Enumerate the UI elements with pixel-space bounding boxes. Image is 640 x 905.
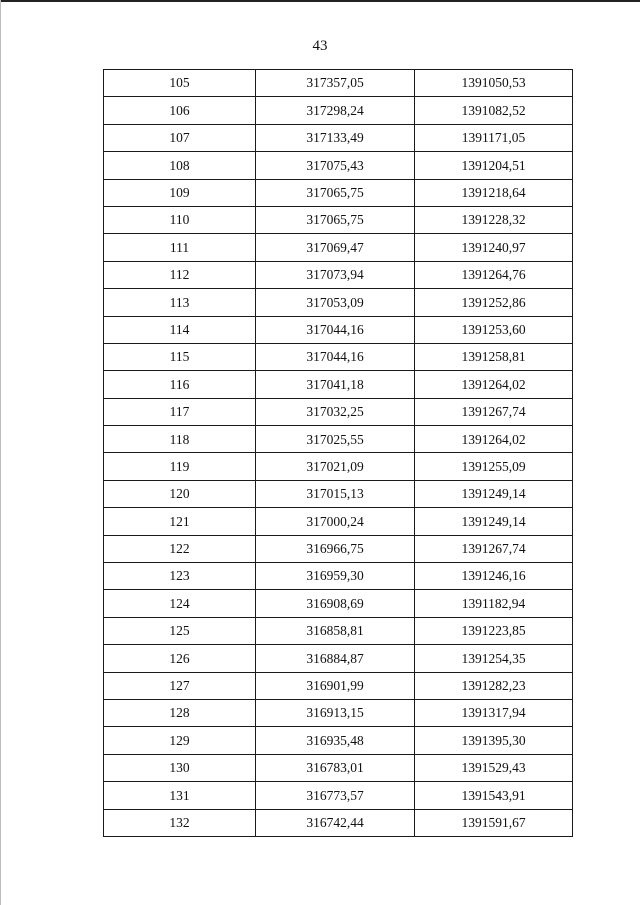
point-number-cell: 130 [104, 754, 256, 781]
y-coordinate-cell: 1391264,76 [415, 261, 573, 288]
y-coordinate-cell: 1391254,35 [415, 645, 573, 672]
point-number-cell: 105 [104, 70, 256, 97]
point-number-cell: 117 [104, 398, 256, 425]
y-coordinate-cell: 1391218,64 [415, 179, 573, 206]
table-row [104, 398, 573, 425]
y-coordinate-cell: 1391282,23 [415, 672, 573, 699]
point-number-cell: 113 [104, 289, 256, 316]
y-coordinate-cell: 1391395,30 [415, 727, 573, 754]
coordinates-table [103, 69, 573, 837]
table-row [104, 179, 573, 206]
scan-edge-top [0, 0, 640, 2]
x-coordinate-cell: 317025,55 [256, 426, 415, 453]
point-number-cell: 125 [104, 617, 256, 644]
point-number-cell: 111 [104, 234, 256, 261]
y-coordinate-cell: 1391223,85 [415, 617, 573, 644]
y-coordinate-cell: 1391204,51 [415, 152, 573, 179]
table-row [104, 535, 573, 562]
x-coordinate-cell: 316742,44 [256, 809, 415, 836]
point-number-cell: 118 [104, 426, 256, 453]
y-coordinate-cell: 1391246,16 [415, 563, 573, 590]
x-coordinate-cell: 317044,16 [256, 316, 415, 343]
point-number-cell: 116 [104, 371, 256, 398]
point-number-cell: 122 [104, 535, 256, 562]
table-row [104, 343, 573, 370]
x-coordinate-cell: 317357,05 [256, 70, 415, 97]
x-coordinate-cell: 317069,47 [256, 234, 415, 261]
x-coordinate-cell: 317032,25 [256, 398, 415, 425]
point-number-cell: 108 [104, 152, 256, 179]
table-row [104, 426, 573, 453]
x-coordinate-cell: 317021,09 [256, 453, 415, 480]
table-row [104, 590, 573, 617]
table-row [104, 480, 573, 507]
x-coordinate-cell: 317133,49 [256, 124, 415, 151]
x-coordinate-cell: 317075,43 [256, 152, 415, 179]
y-coordinate-cell: 1391082,52 [415, 97, 573, 124]
x-coordinate-cell: 316959,30 [256, 563, 415, 590]
table-row [104, 672, 573, 699]
table-row [104, 289, 573, 316]
point-number-cell: 128 [104, 699, 256, 726]
x-coordinate-cell: 316935,48 [256, 727, 415, 754]
x-coordinate-cell: 316901,99 [256, 672, 415, 699]
table-row [104, 645, 573, 672]
y-coordinate-cell: 1391543,91 [415, 782, 573, 809]
x-coordinate-cell: 316913,15 [256, 699, 415, 726]
y-coordinate-cell: 1391264,02 [415, 426, 573, 453]
y-coordinate-cell: 1391258,81 [415, 343, 573, 370]
table-row [104, 782, 573, 809]
point-number-cell: 123 [104, 563, 256, 590]
y-coordinate-cell: 1391267,74 [415, 535, 573, 562]
point-number-cell: 119 [104, 453, 256, 480]
point-number-cell: 109 [104, 179, 256, 206]
x-coordinate-cell: 317053,09 [256, 289, 415, 316]
point-number-cell: 121 [104, 508, 256, 535]
point-number-cell: 127 [104, 672, 256, 699]
x-coordinate-cell: 316773,57 [256, 782, 415, 809]
point-number-cell: 112 [104, 261, 256, 288]
x-coordinate-cell: 317000,24 [256, 508, 415, 535]
x-coordinate-cell: 317044,16 [256, 343, 415, 370]
x-coordinate-cell: 316783,01 [256, 754, 415, 781]
y-coordinate-cell: 1391252,86 [415, 289, 573, 316]
table-row [104, 754, 573, 781]
table-row [104, 809, 573, 836]
table-row [104, 699, 573, 726]
x-coordinate-cell: 317073,94 [256, 261, 415, 288]
y-coordinate-cell: 1391253,60 [415, 316, 573, 343]
point-number-cell: 106 [104, 97, 256, 124]
table-row [104, 727, 573, 754]
table-row [104, 261, 573, 288]
y-coordinate-cell: 1391255,09 [415, 453, 573, 480]
x-coordinate-cell: 316884,87 [256, 645, 415, 672]
table-row [104, 617, 573, 644]
y-coordinate-cell: 1391591,67 [415, 809, 573, 836]
table-row [104, 371, 573, 398]
y-coordinate-cell: 1391240,97 [415, 234, 573, 261]
y-coordinate-cell: 1391228,32 [415, 206, 573, 233]
point-number-cell: 110 [104, 206, 256, 233]
table-row [104, 70, 573, 97]
y-coordinate-cell: 1391264,02 [415, 371, 573, 398]
y-coordinate-cell: 1391182,94 [415, 590, 573, 617]
point-number-cell: 132 [104, 809, 256, 836]
y-coordinate-cell: 1391317,94 [415, 699, 573, 726]
y-coordinate-cell: 1391050,53 [415, 70, 573, 97]
x-coordinate-cell: 316858,81 [256, 617, 415, 644]
table-row [104, 124, 573, 151]
coordinates-table-body [104, 70, 573, 837]
x-coordinate-cell: 316966,75 [256, 535, 415, 562]
table-row [104, 316, 573, 343]
table-row [104, 97, 573, 124]
table-row [104, 508, 573, 535]
x-coordinate-cell: 317298,24 [256, 97, 415, 124]
table-row [104, 234, 573, 261]
y-coordinate-cell: 1391249,14 [415, 508, 573, 535]
x-coordinate-cell: 316908,69 [256, 590, 415, 617]
table-row [104, 453, 573, 480]
y-coordinate-cell: 1391171,05 [415, 124, 573, 151]
point-number-cell: 115 [104, 343, 256, 370]
point-number-cell: 131 [104, 782, 256, 809]
y-coordinate-cell: 1391249,14 [415, 480, 573, 507]
x-coordinate-cell: 317015,13 [256, 480, 415, 507]
table-row [104, 152, 573, 179]
y-coordinate-cell: 1391267,74 [415, 398, 573, 425]
point-number-cell: 126 [104, 645, 256, 672]
y-coordinate-cell: 1391529,43 [415, 754, 573, 781]
x-coordinate-cell: 317041,18 [256, 371, 415, 398]
x-coordinate-cell: 317065,75 [256, 179, 415, 206]
scan-edge-left [0, 0, 1, 905]
page-number: 43 [312, 38, 328, 54]
point-number-cell: 120 [104, 480, 256, 507]
table-row [104, 206, 573, 233]
point-number-cell: 114 [104, 316, 256, 343]
point-number-cell: 107 [104, 124, 256, 151]
point-number-cell: 124 [104, 590, 256, 617]
point-number-cell: 129 [104, 727, 256, 754]
x-coordinate-cell: 317065,75 [256, 206, 415, 233]
table-row [104, 563, 573, 590]
